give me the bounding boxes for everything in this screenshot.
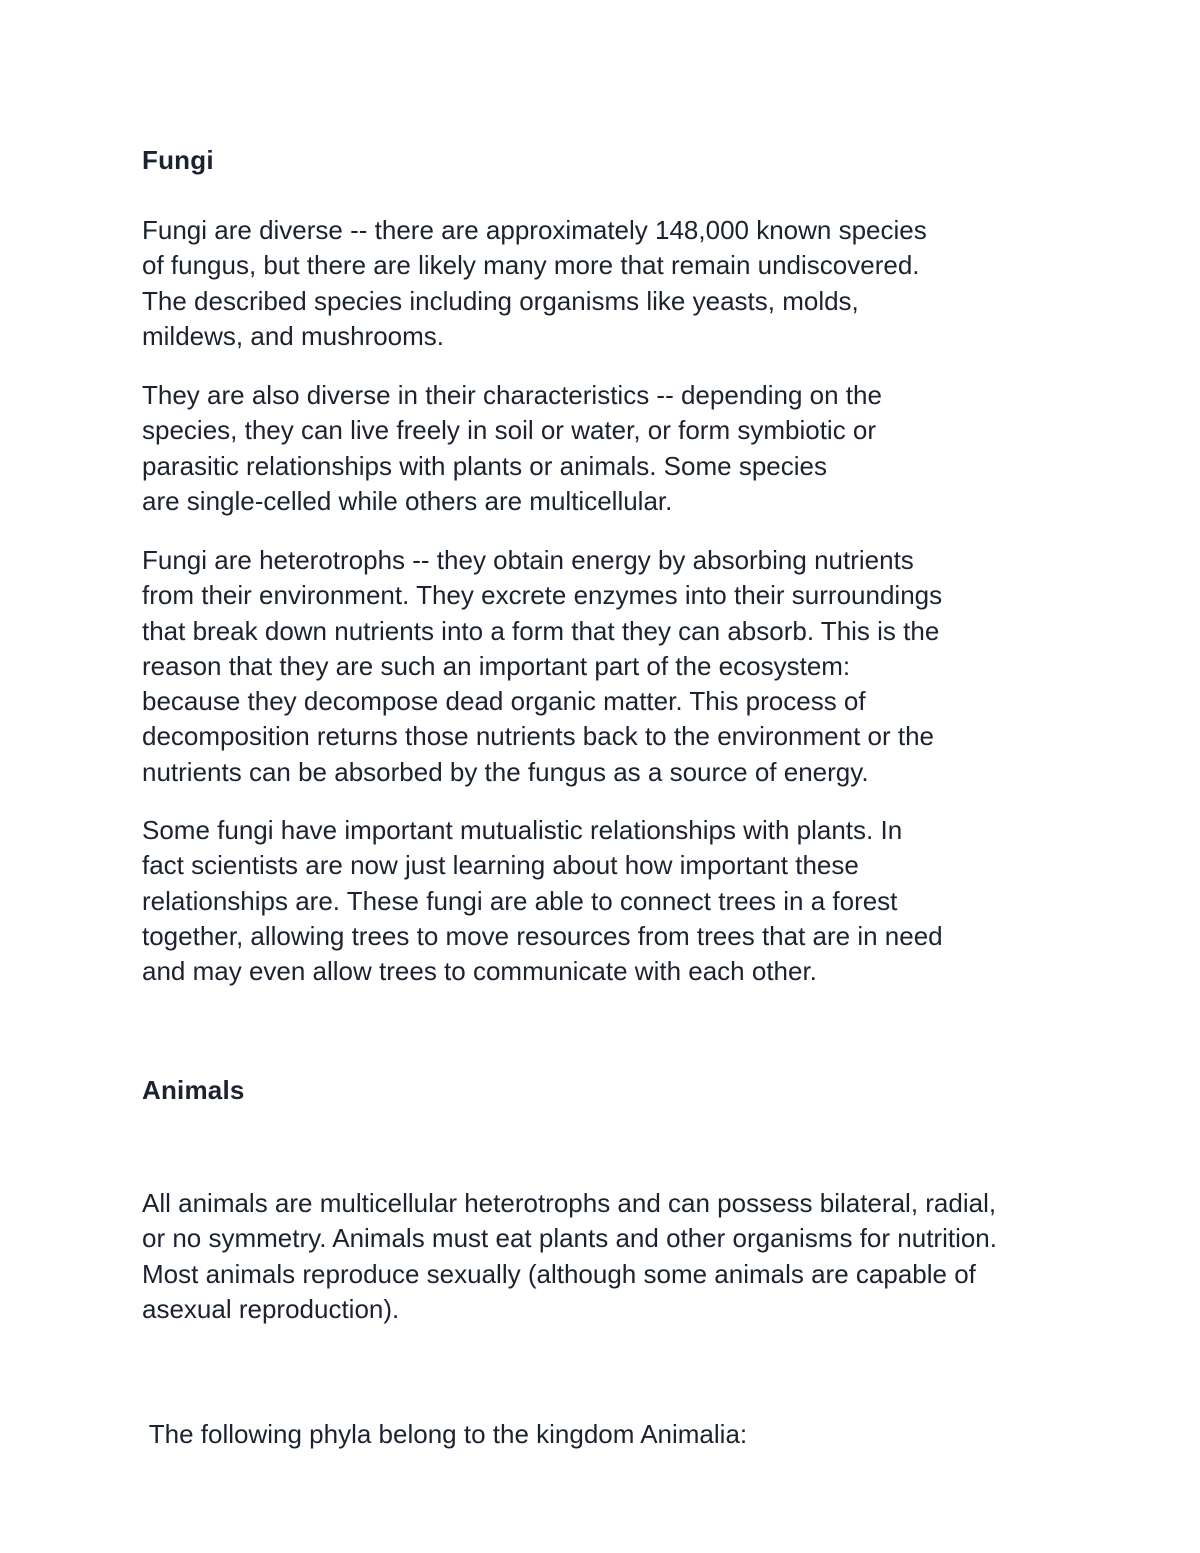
paragraph-fungi-mutualism — [142, 813, 1082, 989]
text-line: from their environment. They excrete enzymes into their surroundings — [142, 580, 943, 611]
text-line: are single-celled while others are multicellular. — [142, 485, 673, 516]
text-line: together, allowing trees to move resources from trees that are in need — [142, 920, 943, 951]
text-line: All animals are multicellular heterotrophs and can possess bilateral, radial, — [142, 1188, 997, 1218]
text-line: Most animals reproduce sexually (although some animals are capable of — [142, 1258, 976, 1289]
text-line: nutrients can be absorbed by the fungus as a source of energy. — [142, 756, 869, 787]
text-line: or no symmetry. Animals must eat plants and other organisms for nutrition. — [142, 1223, 997, 1254]
text-line: that break down nutrients into a form that they can absorb. This is the — [142, 615, 940, 646]
text-line: because they decompose dead organic matter. This process of — [142, 686, 866, 717]
paragraph-animals-phyla-intro — [142, 1346, 1082, 1522]
section-heading-animals: Animals — [142, 1075, 245, 1105]
text-line: reason that they are such an important part of the ecosystem: — [142, 650, 851, 681]
text-line: Fungi are heterotrophs -- they obtain energy by absorbing nutrients — [142, 545, 914, 575]
text-line: They are also diverse in their characteristics -- depending on the — [142, 380, 882, 410]
paragraph-fungi-heterotrophs — [142, 543, 1082, 790]
text-line: relationships are. These fungi are able to connect trees in a forest — [142, 885, 898, 916]
text-line: The following phyla belong to the kingdom Animalia: — [142, 1418, 748, 1449]
text-line: Fungi are diverse -- there are approximately 148,000 known species — [142, 215, 927, 245]
text-line: Some fungi have important mutualistic relationships with plants. In — [142, 815, 903, 845]
text-line: of fungus, but there are likely many more that remain undiscovered. — [142, 250, 920, 281]
text-line: decomposition returns those nutrients back to the environment or the — [142, 721, 934, 752]
text-line: fact scientists are now just learning about how important these — [142, 850, 859, 881]
paragraph-fungi-characteristics — [142, 378, 1082, 519]
text-line: species, they can live freely in soil or water, or form symbiotic or — [142, 415, 877, 446]
text-line: and may even allow trees to communicate with each other. — [142, 956, 817, 987]
section-heading-fungi: Fungi — [142, 145, 214, 175]
paragraph-animals-overview — [142, 1186, 1082, 1327]
paragraph-fungi-diversity — [142, 213, 1082, 354]
text-line: mildews, and mushrooms. — [142, 320, 444, 351]
text-line: asexual reproduction). — [142, 1293, 400, 1324]
text-line: parasitic relationships with plants or animals. Some species — [142, 450, 827, 481]
text-line: The described species including organisms like yeasts, molds, — [142, 285, 859, 316]
